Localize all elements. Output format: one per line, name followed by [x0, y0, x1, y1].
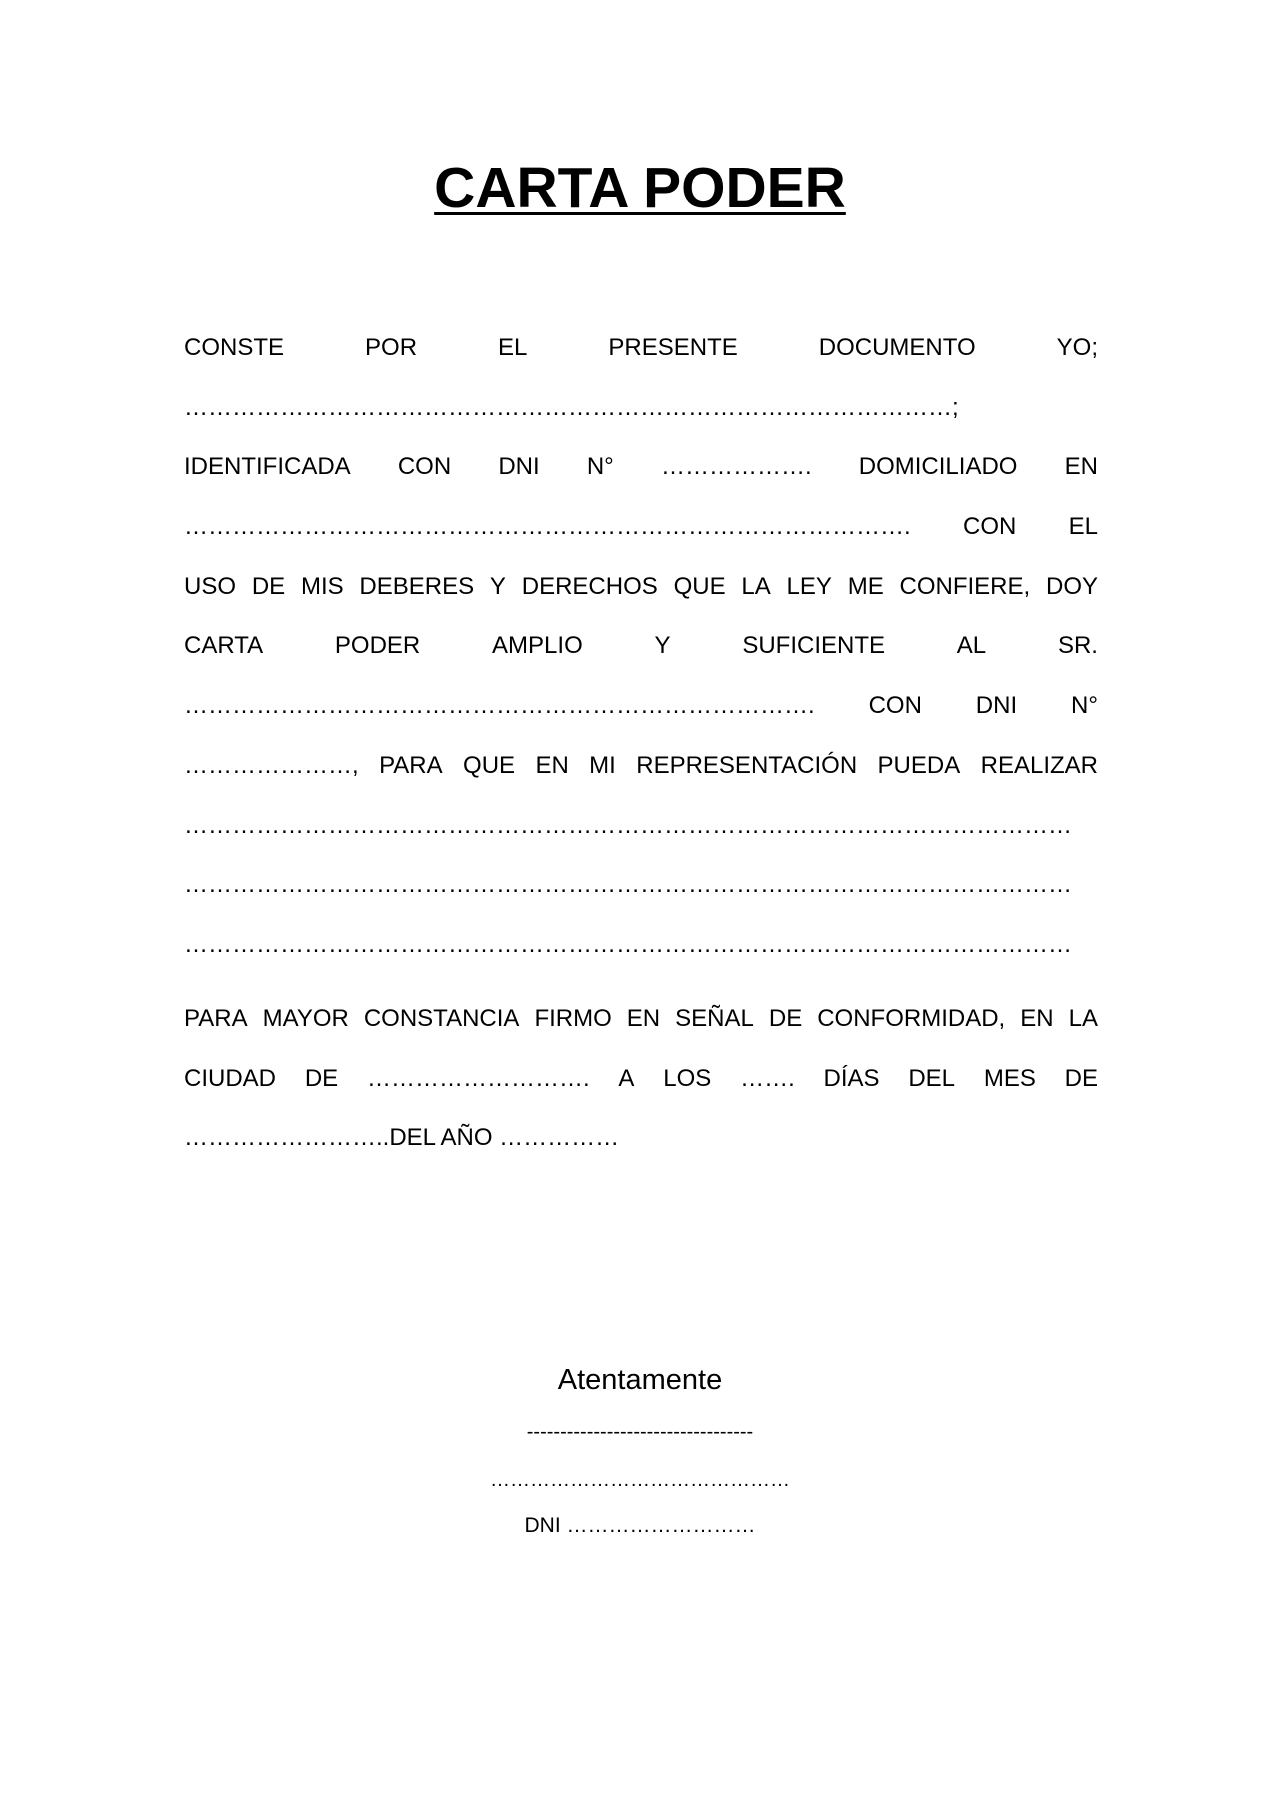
word: DERECHOS [521, 572, 658, 600]
text-line [184, 1049, 1098, 1109]
word: ………………………………………………………………………………………………… [184, 811, 1072, 839]
text-line [184, 557, 1098, 617]
word: ……. [740, 1064, 795, 1092]
signature-name-placeholder: ……………………………………… [490, 1469, 790, 1491]
word: …………………, [184, 751, 359, 779]
word: EN [626, 1005, 661, 1032]
word: PODER [334, 632, 421, 660]
word: QUE [463, 751, 516, 779]
word: MI [589, 751, 616, 779]
document-title: CARTA PODER [434, 156, 846, 220]
word: LEY [786, 572, 832, 600]
word: POR [365, 334, 418, 361]
text-line [184, 989, 1098, 1049]
text-line [184, 855, 1098, 915]
text-line [184, 616, 1098, 676]
word: EL [1068, 513, 1098, 541]
word: EN [535, 751, 569, 779]
text-line [184, 676, 1098, 736]
word: N° [586, 453, 614, 481]
word: SR. [1057, 632, 1098, 660]
word: DEL [908, 1064, 956, 1092]
word: CARTA [184, 632, 264, 660]
word: DE [1064, 1064, 1098, 1092]
word: PUEDA [877, 751, 961, 779]
word: DNI [975, 692, 1018, 720]
word: EN [1064, 453, 1098, 481]
text-line [184, 1108, 1098, 1168]
word: PARA [184, 1005, 248, 1032]
word: CON [962, 513, 1017, 541]
word: ………………………………………………………………………………………………… [184, 871, 1072, 899]
word: SEÑAL [675, 1005, 754, 1032]
word: IDENTIFICADA [184, 453, 351, 481]
word: ……………………………………………………………………………………; [184, 393, 959, 421]
word: MES [983, 1064, 1036, 1092]
signature-dni: DNI ……………………… [524, 1514, 756, 1537]
word: AMPLIO [492, 632, 583, 660]
word: ………………………………………………………………………………………………… [184, 930, 1072, 958]
word: MAYOR [262, 1005, 349, 1032]
word: DE [251, 572, 286, 600]
word: DE [304, 1064, 339, 1092]
paragraph-declaration [184, 318, 1098, 975]
word: DÍAS [823, 1064, 880, 1092]
word: ME [847, 572, 884, 600]
word: MIS [300, 572, 344, 600]
word: DOMICILIADO [858, 453, 1018, 481]
word: CON [868, 692, 922, 720]
word: DOY [1045, 572, 1098, 600]
text-line [184, 796, 1098, 856]
word: CONSTE [184, 334, 285, 361]
word: CON [397, 453, 452, 481]
word: LA [1068, 1005, 1098, 1032]
word: CIUDAD [184, 1064, 277, 1092]
word: AL [956, 632, 987, 660]
word: REALIZAR [980, 751, 1098, 779]
word: PARA [379, 751, 443, 779]
word: REPRESENTACIÓN [636, 751, 858, 779]
word: USO [184, 572, 237, 600]
word: N° [1071, 692, 1098, 720]
word: FIRMO [534, 1005, 612, 1032]
text-line [184, 497, 1098, 557]
word: DE [768, 1005, 803, 1032]
paragraph-conformity [184, 989, 1098, 1168]
word: CONFIERE, [899, 572, 1031, 600]
word: ………………………. [366, 1064, 590, 1092]
word: ……………………..DEL AÑO …………… [184, 1124, 620, 1152]
word: Y [489, 572, 506, 600]
word: DNI [498, 453, 540, 481]
word: Y [654, 632, 671, 660]
word: A [618, 1064, 635, 1092]
signature-line: ---------------------------------- [526, 1421, 754, 1443]
text-line [184, 378, 1098, 438]
word: EN [1020, 1005, 1054, 1032]
word: CONSTANCIA [363, 1005, 520, 1032]
text-line [184, 437, 1098, 497]
closing-text: Atentamente [557, 1364, 723, 1396]
word: ………………………………………………………………………………. [184, 513, 911, 541]
word: SUFICIENTE [742, 632, 886, 660]
word: EL [498, 334, 528, 361]
word: ………………. [660, 453, 812, 481]
word: PRESENTE [608, 334, 738, 361]
text-line [184, 318, 1098, 378]
word: QUE [673, 572, 726, 600]
text-line [184, 736, 1098, 796]
word: LA [741, 572, 771, 600]
text-line [184, 915, 1098, 975]
word: YO; [1056, 334, 1098, 361]
word: LOS [663, 1064, 712, 1092]
word: ……………………………………………………………………. [184, 692, 815, 720]
word: DEBERES [359, 572, 475, 600]
word: DOCUMENTO [818, 334, 976, 361]
word: CONFORMIDAD, [817, 1005, 1006, 1032]
